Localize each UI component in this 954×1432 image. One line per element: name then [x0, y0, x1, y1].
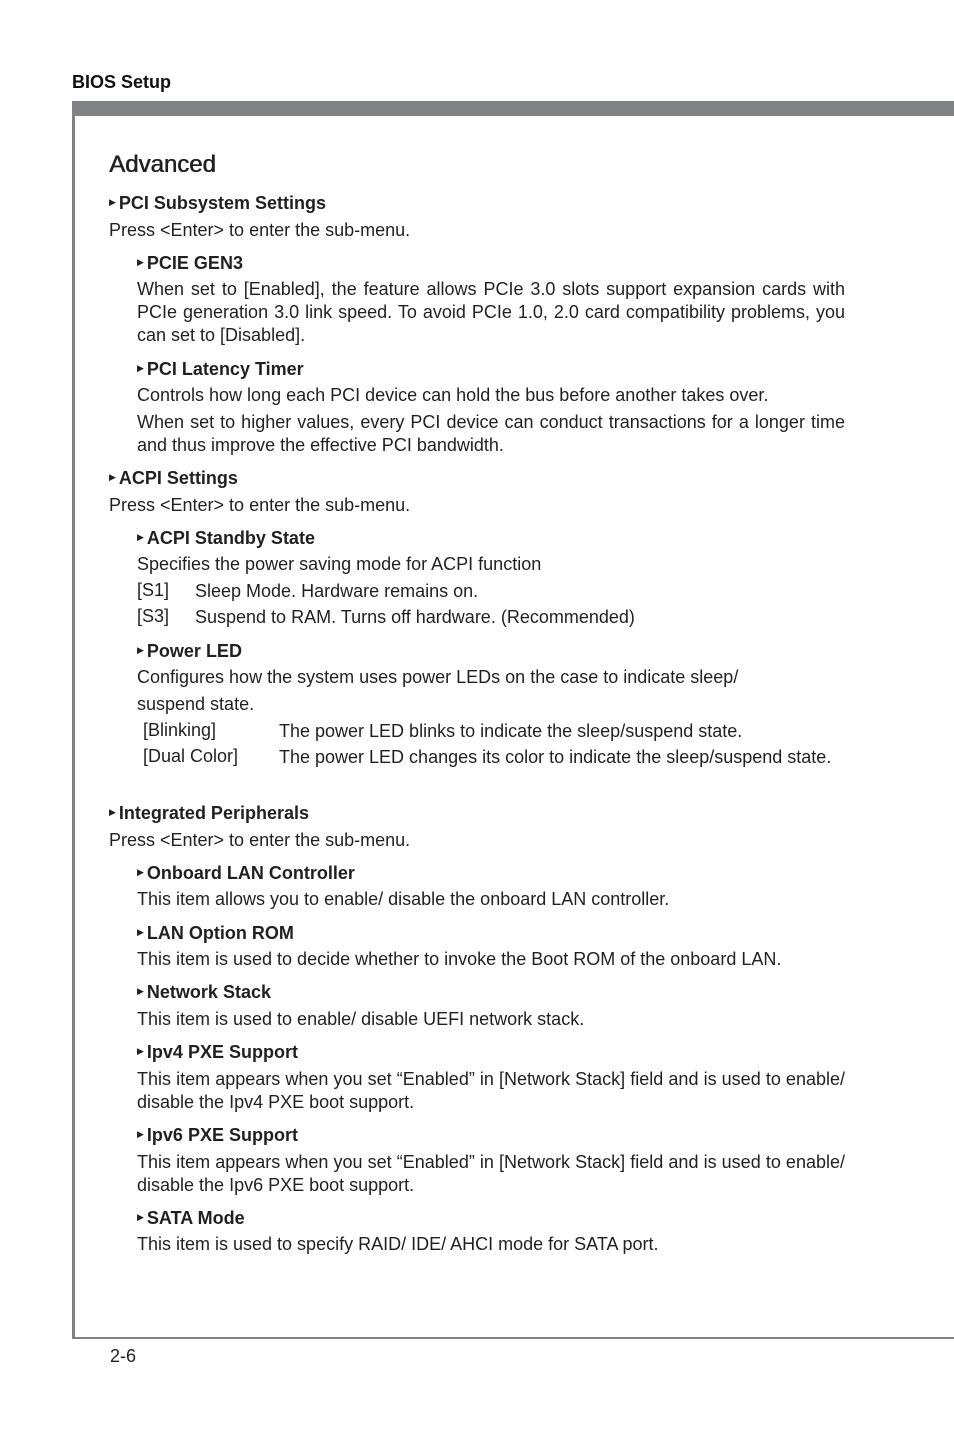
heading-ipv6-pxe [137, 1125, 298, 1146]
heading-acpi-standby [137, 528, 315, 549]
heading-lan-option-rom [137, 923, 294, 944]
power-led-desc-line1: Configures how the system uses power LEDs on the case to indicate sleep/ [137, 667, 739, 687]
option-value: Sleep Mode. Hardware remains on. [195, 581, 479, 601]
triangle-right-icon: ▶ [137, 532, 144, 542]
option-key: [S3] [137, 606, 170, 626]
triangle-right-icon: ▶ [109, 472, 116, 482]
pci-latency-desc-1: Controls how long each PCI device can hold the bus before another takes over. [137, 385, 769, 405]
triangle-right-icon: ▶ [137, 986, 144, 996]
triangle-right-icon: ▶ [137, 1129, 144, 1139]
heading-integrated-peripherals [109, 803, 309, 824]
power-led-desc-line2: suspend state. [137, 694, 255, 714]
bottom-rule [72, 1337, 954, 1339]
option-key: [Dual Color] [143, 746, 239, 766]
triangle-right-icon: ▶ [137, 1046, 144, 1056]
heading-network-stack [137, 982, 271, 1003]
page-number: 2-6 [110, 1346, 137, 1366]
pci-latency-desc-2: When set to higher values, every PCI device can conduct transactions for a longer time and thus improve the effective PCI bandwidth. [137, 412, 845, 455]
top-bar [72, 101, 954, 116]
heading-label: ACPI Standby State [146, 528, 315, 548]
header-label: BIOS Setup [72, 72, 172, 92]
heading-label: Ipv4 PXE Support [146, 1042, 298, 1062]
option-value: The power LED blinks to indicate the sleep/suspend state. [279, 721, 743, 741]
heading-label: Onboard LAN Controller [146, 863, 355, 883]
heading-label: LAN Option ROM [146, 923, 294, 943]
triangle-right-icon: ▶ [137, 1212, 144, 1222]
sata-mode-desc: This item is used to specify RAID/ IDE/ AHCI mode for SATA port. [137, 1234, 659, 1254]
heading-pci-latency [137, 359, 304, 380]
heading-acpi-settings [109, 468, 238, 489]
heading-ipv4-pxe [137, 1042, 298, 1063]
heading-label: Network Stack [146, 982, 271, 1002]
section-title: Advanced [109, 151, 216, 178]
option-key: [S1] [137, 580, 170, 600]
heading-label: PCIE GEN3 [146, 253, 243, 273]
heading-pcie-gen3 [137, 253, 243, 274]
onboard-lan-desc: This item allows you to enable/ disable the onboard LAN controller. [137, 889, 670, 909]
heading-label: Power LED [146, 641, 242, 661]
option-key: [Blinking] [143, 720, 217, 740]
pci-desc: Press <Enter> to enter the sub-menu. [109, 220, 411, 240]
heading-power-led [137, 641, 242, 662]
triangle-right-icon: ▶ [137, 867, 144, 877]
acpi-desc: Press <Enter> to enter the sub-menu. [109, 495, 411, 515]
triangle-right-icon: ▶ [137, 645, 144, 655]
left-rule [72, 101, 75, 1339]
heading-label: Ipv6 PXE Support [146, 1125, 298, 1145]
triangle-right-icon: ▶ [109, 807, 116, 817]
pcie-gen3-desc: When set to [Enabled], the feature allows PCIe 3.0 slots support expansion cards with PCIe generation 3.0 link speed. To avoid PCIe 1.0, 2.0 card compatibility problems, you can set to [Disabled]. [137, 279, 845, 345]
triangle-right-icon: ▶ [137, 257, 144, 267]
heading-label: PCI Subsystem Settings [118, 193, 326, 213]
option-value: Suspend to RAM. Turns off hardware. (Recommended) [195, 607, 635, 627]
ipv4-pxe-desc: This item appears when you set “Enabled” in [Network Stack] field and is used to enable/ disable the Ipv4 PXE boot support. [137, 1069, 845, 1112]
triangle-right-icon: ▶ [109, 197, 116, 207]
heading-pci-subsystem [109, 193, 326, 214]
heading-label: ACPI Settings [118, 468, 238, 488]
acpi-standby-desc: Specifies the power saving mode for ACPI function [137, 554, 542, 574]
heading-onboard-lan [137, 863, 355, 884]
triangle-right-icon: ▶ [137, 363, 144, 373]
lan-option-rom-desc: This item is used to decide whether to invoke the Boot ROM of the onboard LAN. [137, 949, 782, 969]
heading-label: Integrated Peripherals [118, 803, 309, 823]
heading-label: PCI Latency Timer [146, 359, 304, 379]
ipv6-pxe-desc: This item appears when you set “Enabled” in [Network Stack] field and is used to enable/ disable the Ipv6 PXE boot support. [137, 1152, 845, 1195]
option-value: The power LED changes its color to indicate the sleep/suspend state. [279, 747, 832, 767]
triangle-right-icon: ▶ [137, 927, 144, 937]
network-stack-desc: This item is used to enable/ disable UEFI network stack. [137, 1009, 585, 1029]
heading-sata-mode [137, 1208, 245, 1229]
heading-label: SATA Mode [146, 1208, 245, 1228]
peripherals-desc: Press <Enter> to enter the sub-menu. [109, 830, 411, 850]
